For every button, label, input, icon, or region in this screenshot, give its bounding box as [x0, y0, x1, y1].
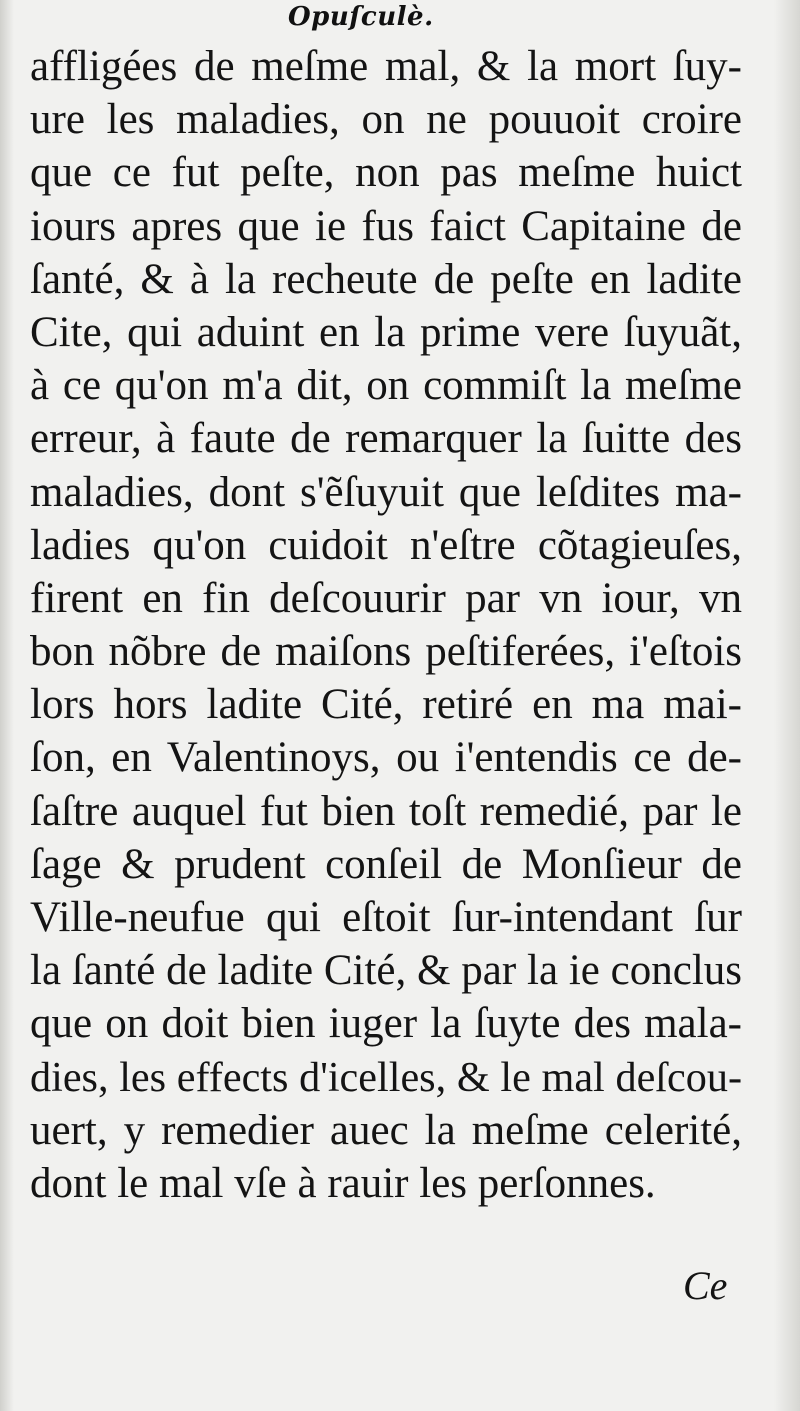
text-line: ure les maladies, on ne pouuoit croire	[30, 96, 742, 144]
text-line: Cite, qui aduint en la prime vere ſuyuãt,	[30, 308, 742, 356]
text-line: à ce qu'on m'a dit, on commiſt la meſme	[30, 362, 742, 410]
text-line: la ſanté de ladite Cité, & par la ie conclus	[30, 947, 742, 995]
text-line: iours apres que ie fus faict Capitaine de	[30, 202, 742, 250]
text-line: que ce fut peſte, non pas meſme huict	[30, 149, 742, 197]
text-line: ſage & prudent conſeil de Monſieur de	[30, 840, 742, 888]
text-line: que on doit bien iuger la ſuyte des mala-	[30, 1000, 742, 1048]
text-line: ſaſtre auquel fut bien toſt remedié, par le	[30, 787, 742, 835]
text-line: dont le mal vſe à rauir les perſonnes.	[30, 1159, 656, 1207]
text-line: Ville-neufue qui eſtoit ſur-intendant ſur	[30, 894, 742, 941]
running-head: Opuſculè.	[288, 2, 434, 32]
text-line: ladies qu'on cuidoit n'eſtre cõtagieuſes,	[30, 521, 742, 569]
text-line: maladies, dont s'ẽſuyuit que leſdites ma-	[30, 468, 742, 516]
text-line: dies, les effects d'icelles, & le mal deſcou-	[30, 1053, 742, 1101]
body-text	[30, 40, 742, 1210]
text-line: lors hors ladite Cité, retiré en ma mai-	[30, 681, 742, 729]
text-line: erreur, à faute de remarquer la ſuitte des	[30, 415, 742, 463]
text-line: firent en fin deſcouurir par vn iour, vn	[30, 574, 742, 622]
text-line: ſanté, & à la recheute de peſte en ladite	[30, 255, 742, 303]
catchword: Ce	[683, 1263, 728, 1308]
text-line: bon nõbre de maiſons peſtiferées, i'eſtois	[30, 628, 742, 676]
text-line: ſon, en Valentinoys, ou i'entendis ce de-	[30, 734, 742, 782]
text-line: affligées de meſme mal, & la mort ſuy-	[30, 43, 742, 90]
text-line: uert, y remedier auec la meſme celerité,	[30, 1106, 742, 1154]
